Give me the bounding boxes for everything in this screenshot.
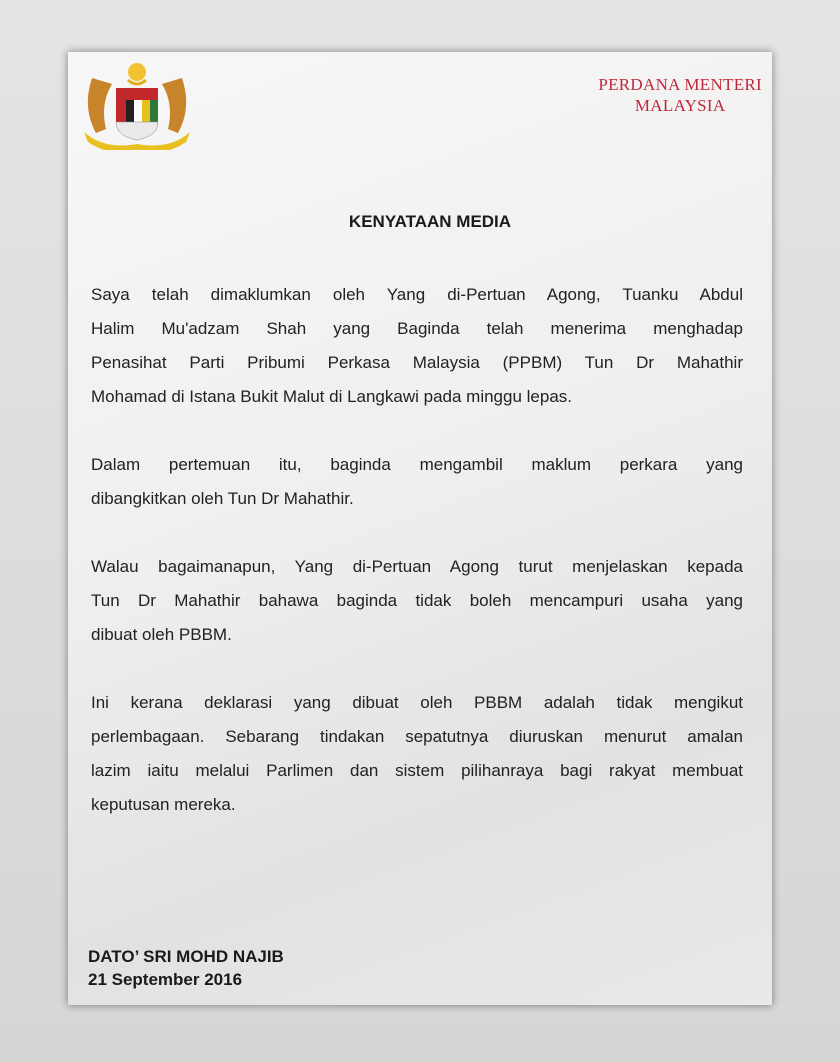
statement-body [91,278,743,856]
paragraph-line: perlembagaan. Sebarang tindakan sepatutnya diuruskan menurut amalan [91,727,743,746]
paragraph [91,278,743,414]
coat-of-arms-icon [78,58,196,150]
paragraph-line: Mohamad di Istana Bukit Malut di Langkawi pada minggu lepas. [91,387,573,406]
office-heading [598,74,762,116]
paragraph-line: keputusan mereka. [91,795,236,814]
paragraph-line: Penasihat Parti Pribumi Perkasa Malaysia (PPBM) Tun Dr Mahathir [91,353,743,372]
paragraph [91,550,743,652]
paragraph [91,448,743,516]
paragraph-line: dibuat oleh PBBM. [91,625,232,644]
signatory-name: DATO’ SRI MOHD NAJIB [88,947,284,966]
document-title: KENYATAAN MEDIA [348,212,512,231]
paragraph-line: Saya telah dimaklumkan oleh Yang di-Pertuan Agong, Tuanku Abdul [91,285,743,304]
signature-block [88,945,284,991]
office-line-2: MALAYSIA [634,96,726,115]
paragraph-line: dibangkitkan oleh Tun Dr Mahathir. [91,489,354,508]
paragraph-line: Walau bagaimanapun, Yang di-Pertuan Agong turut menjelaskan kepada [91,557,743,576]
paragraph-line: Dalam pertemuan itu, baginda mengambil maklum perkara yang [91,455,743,474]
paragraph-line: lazim iaitu melalui Parlimen dan sistem pilihanraya bagi rakyat membuat [91,761,743,780]
document-page [68,52,772,1005]
office-line-1: PERDANA MENTERI [598,75,762,94]
paragraph [91,686,743,822]
paragraph-line: Ini kerana deklarasi yang dibuat oleh PBBM adalah tidak mengikut [91,693,743,712]
paragraph-line: Halim Mu'adzam Shah yang Baginda telah menerima menghadap [91,319,743,338]
paragraph-line: Tun Dr Mahathir bahawa baginda tidak boleh mencampuri usaha yang [91,591,743,610]
statement-date: 21 September 2016 [88,970,243,989]
